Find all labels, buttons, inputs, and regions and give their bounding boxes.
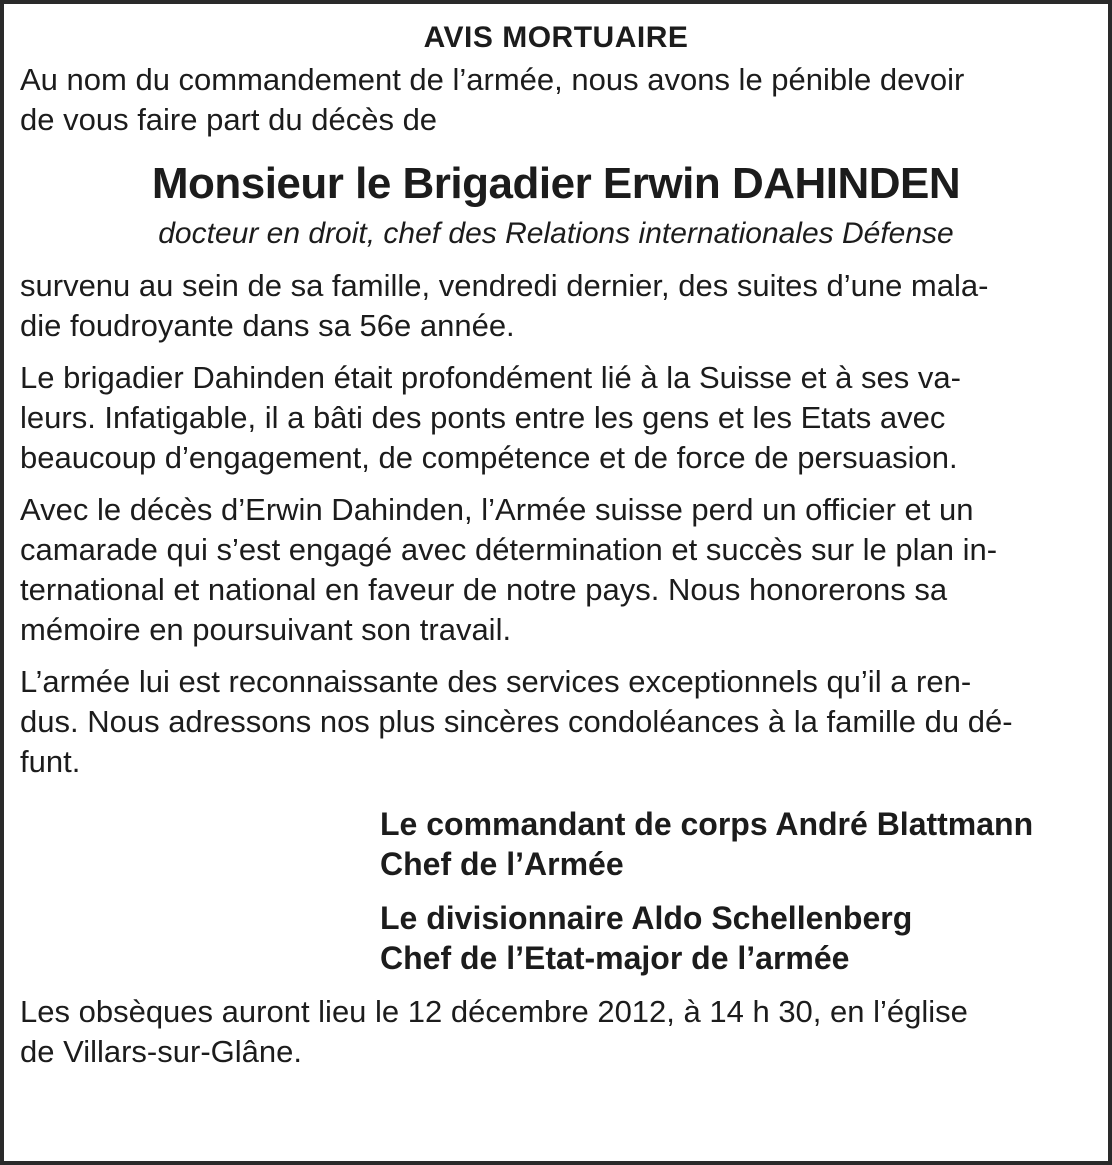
signature-block [380, 804, 1092, 978]
paragraph-tribute: Le brigadier Dahinden était profondément lié à la Suisse et à ses va- leurs. Infatigable, il a bâti des ponts entre les gens et les Etats avec beaucoup d’engagement, de compétence et de force de persuasion. [20, 360, 961, 475]
paragraph-condolences: L’armée lui est reconnaissante des services exceptionnels qu’il a ren- dus. Nous adressons nos plus sincères condoléances à la famille du dé- funt. [20, 664, 1013, 779]
deceased-role: docteur en droit, chef des Relations internationales Défense [158, 217, 954, 250]
signatory-title: Chef de l’Etat-major de l’armée [380, 940, 850, 976]
intro-paragraph: Au nom du commandement de l’armée, nous avons le pénible devoir de vous faire part du décès de [20, 62, 965, 137]
signature [380, 898, 1092, 978]
funeral-details: Les obsèques auront lieu le 12 décembre 2012, à 14 h 30, en l’église de Villars-sur-Glâne. [20, 994, 968, 1069]
deceased-name: Monsieur le Brigadier Erwin DAHINDEN [151, 159, 961, 208]
signatory-name: Le commandant de corps André Blattmann [380, 806, 1034, 842]
paragraph-circumstances: survenu au sein de sa famille, vendredi dernier, des suites d’une mala- die foudroyante dans sa 56e année. [20, 268, 989, 343]
signatory-title: Chef de l’Armée [380, 846, 624, 882]
notice-heading: AVIS MORTUAIRE [423, 21, 689, 54]
paragraph-career: Avec le décès d’Erwin Dahinden, l’Armée suisse perd un officier et un camarade qui s’est engagé avec détermination et succès sur le plan in- ternational et national en faveur de notre pays. Nous honorerons sa mémoire en poursuivant son travail. [20, 492, 998, 647]
signature [380, 804, 1092, 884]
signatory-name: Le divisionnaire Aldo Schellenberg [380, 900, 913, 936]
